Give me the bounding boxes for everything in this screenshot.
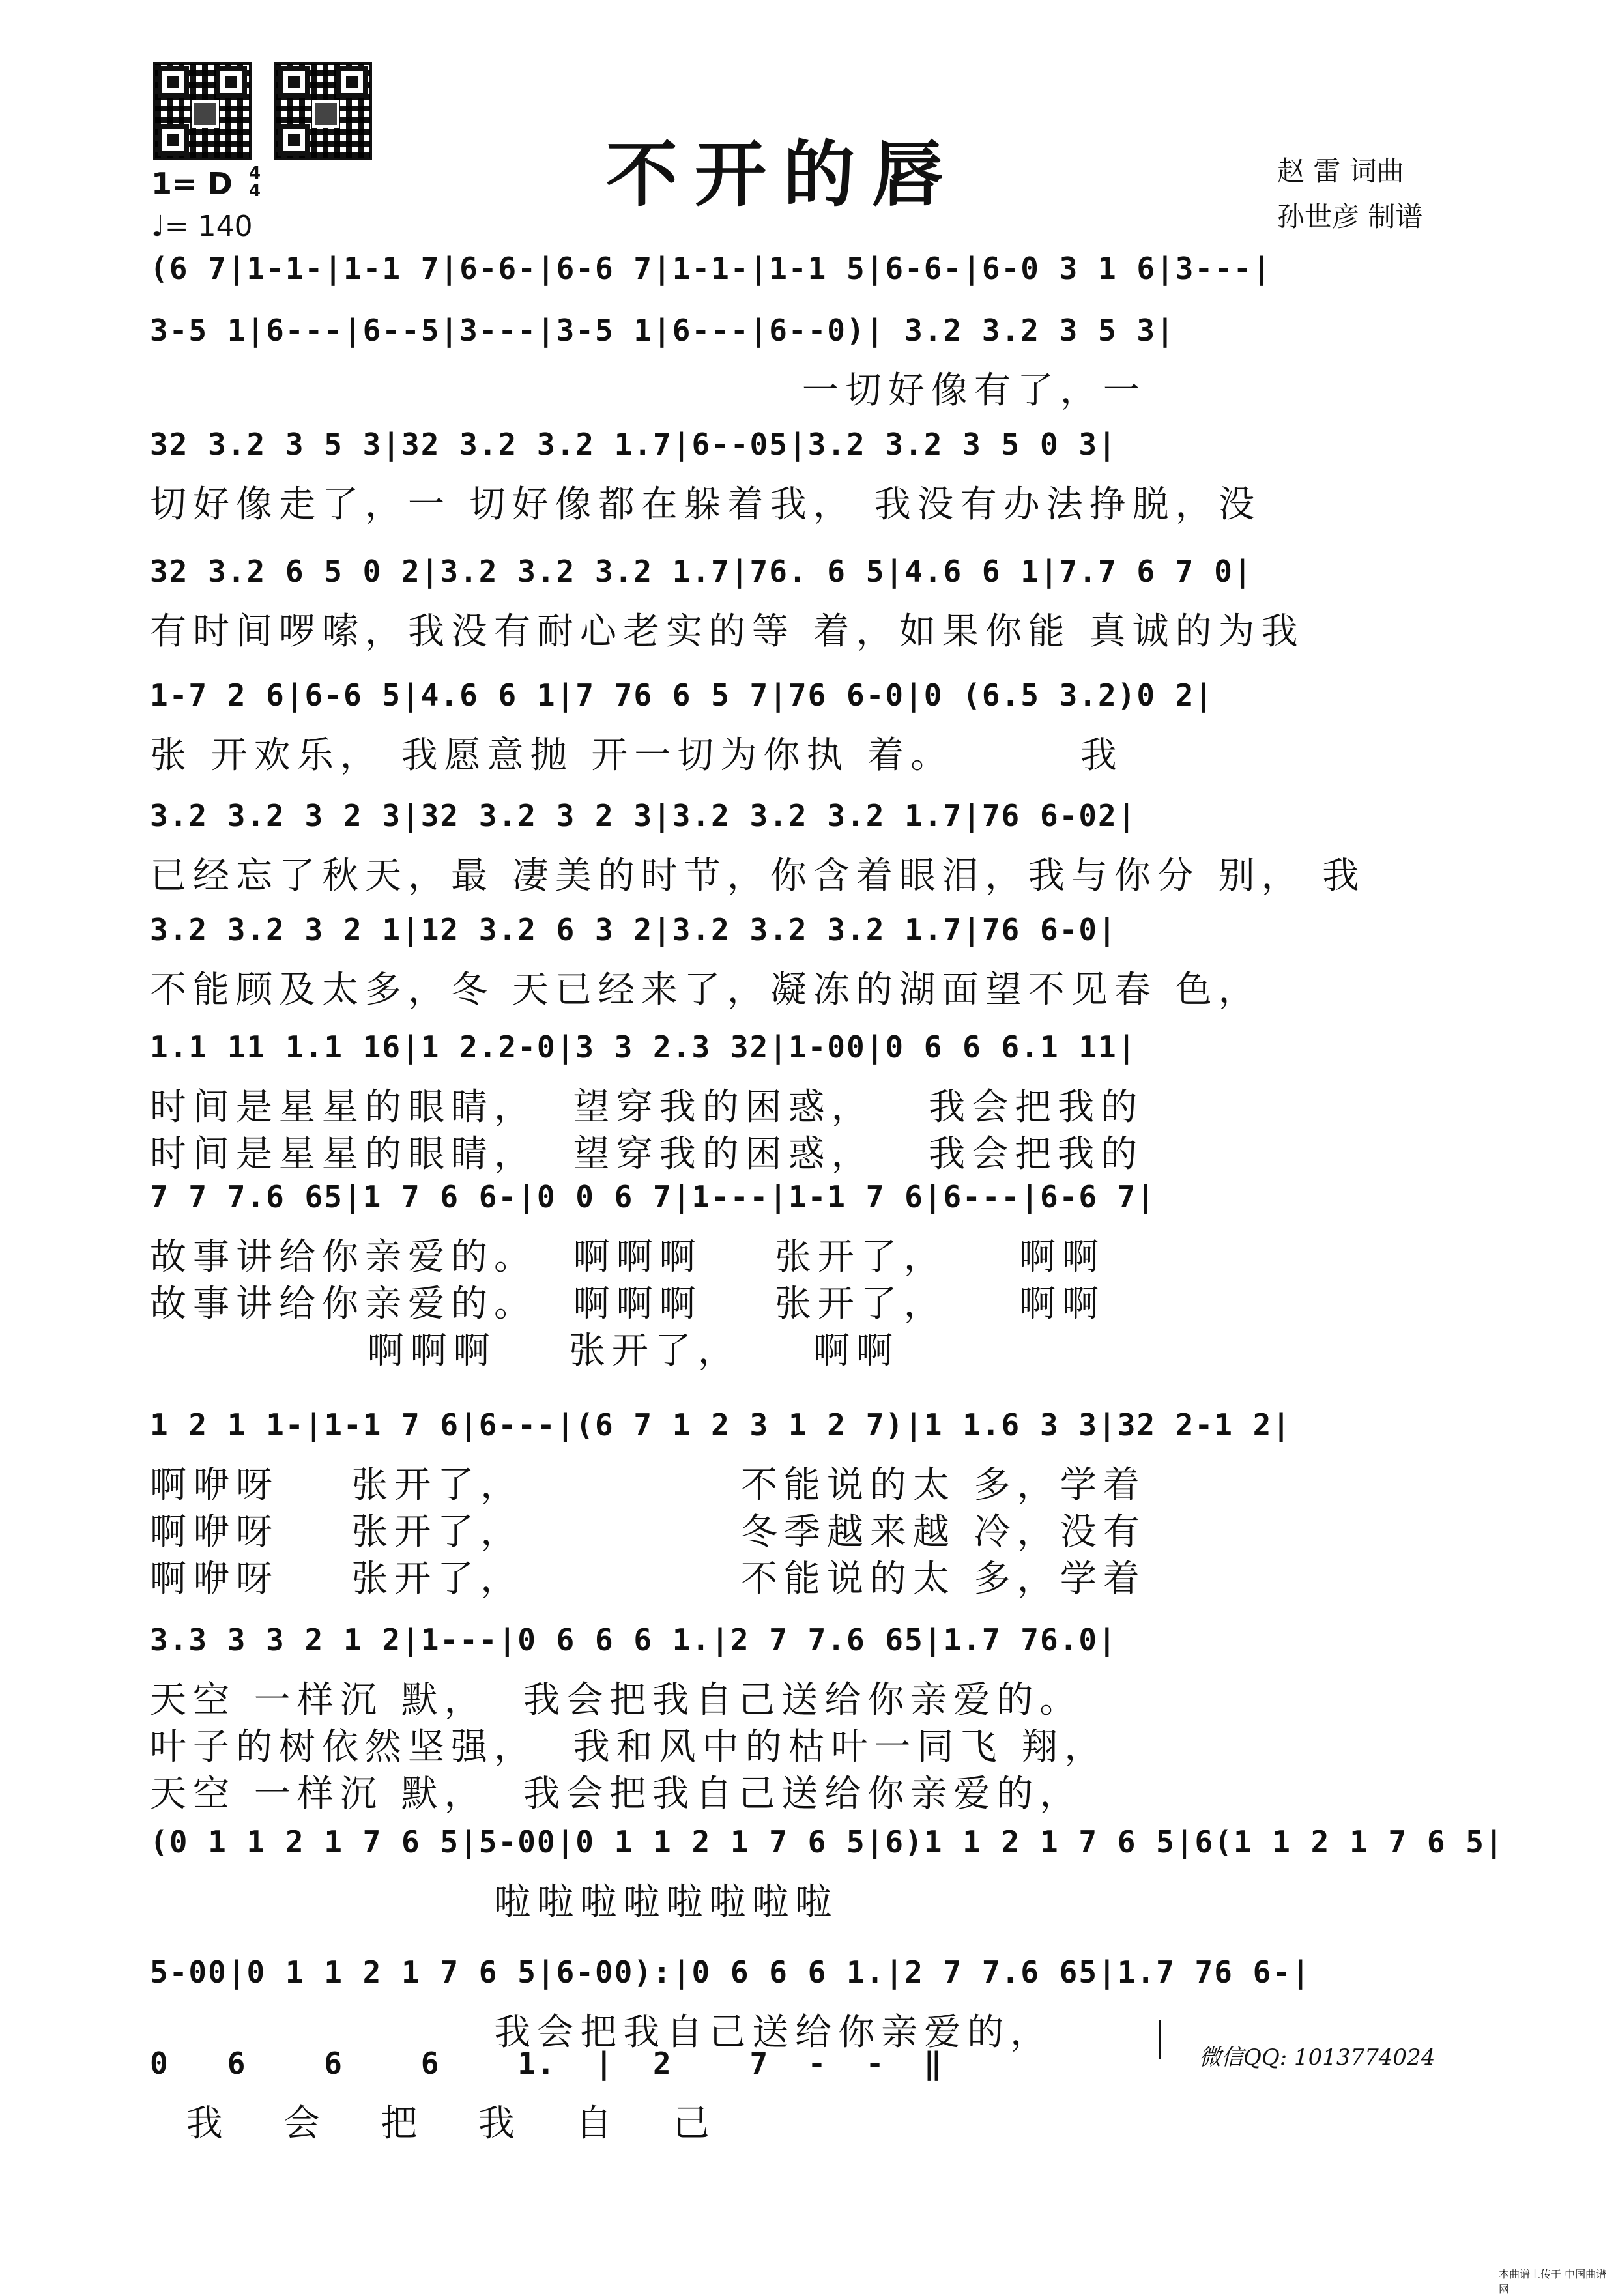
lyric-line: 故事讲给你亲爱的。 啊啊啊 张开了， 啊啊 bbox=[150, 1283, 1106, 1325]
song-title: 不开的唇 bbox=[606, 132, 960, 216]
credit-lyricist-composer: 赵 雷 词曲 bbox=[1277, 155, 1404, 187]
notation-line: 3.2 3.2 3 2 3|32 3.2 3 2 3|3.2 3.2 3.2 1.7|76 6-02| bbox=[150, 798, 1137, 833]
lyric-line: 啊咿呀 张开了， 不能说的太 多，学着 bbox=[150, 1558, 1146, 1600]
lyric-line: 切好像走了，一 切好像都在躲着我， 我没有办法挣脱，没 bbox=[150, 483, 1262, 526]
credit-arranger: 孙世彦 制谱 bbox=[1277, 201, 1423, 233]
tempo-marking: ♩= 140 bbox=[151, 210, 253, 243]
lyric-line: 时间是星星的眼睛， 望穿我的困惑， 我会把我的 bbox=[150, 1133, 1144, 1175]
lyric-line: 啦啦啦啦啦啦啦啦 bbox=[150, 1881, 839, 1923]
qr-code-right bbox=[274, 62, 372, 160]
lyric-line: 啊啊啊 张开了， 啊啊 bbox=[150, 1330, 900, 1372]
notation-line: 0 6 6 6 1. | 2 7 - - ‖ bbox=[150, 2046, 944, 2081]
lyric-line: 啊咿呀 张开了， 不能说的太 多，学着 bbox=[150, 1464, 1146, 1506]
notation-line: (6 7|1-1-|1-1 7|6-6-|6-6 7|1-1-|1-1 5|6-6-|6-0 3 1 6|3---| bbox=[150, 251, 1273, 286]
notation-line: 1.1 11 1.1 16|1 2.2-0|3 3 2.3 32|1-00|0 6 6 6.1 11| bbox=[150, 1029, 1137, 1065]
notation-line: 5-00|0 1 1 2 1 7 6 5|6-00):|0 6 6 6 1.|2 7 7.6 65|1.7 76 6-| bbox=[150, 1955, 1311, 1990]
lyric-line: 不能顾及太多，冬 天已经来了，凝冻的湖面望不见春 色， bbox=[150, 969, 1262, 1011]
lyric-line: 我 会 把 我 自 己 bbox=[150, 2102, 716, 2145]
lyric-line: 时间是星星的眼睛， 望穿我的困惑， 我会把我的 bbox=[150, 1086, 1144, 1128]
qr-code-left bbox=[153, 62, 252, 160]
wechat-qq-contact: 微信QQ: 1013774024 bbox=[1199, 2045, 1436, 2071]
notation-line: 1-7 2 6|6-6 5|4.6 6 1|7 76 6 5 7|76 6-0|0 (6.5 3.2)0 2| bbox=[150, 678, 1215, 713]
notation-line: 7 7 7.6 65|1 7 6 6-|0 0 6 7|1---|1-1 7 6|6---|6-6 7| bbox=[150, 1179, 1157, 1214]
lyric-line: 啊咿呀 张开了， 冬季越来越 冷，没有 bbox=[150, 1511, 1146, 1553]
notation-line: 32 3.2 3 5 3|32 3.2 3.2 1.7|6--05|3.2 3.2 3 5 0 3| bbox=[150, 427, 1118, 462]
time-signature: 4 4 bbox=[249, 164, 261, 201]
notation-line: 3-5 1|6---|6--5|3---|3-5 1|6---|6--0)| 3.2 3.2 3 5 3| bbox=[150, 313, 1176, 348]
lyric-line: 叶子的树依然坚强， 我和风中的枯叶一同飞 翔， bbox=[150, 1726, 1108, 1768]
lyric-line: 天空 一样沉 默， 我会把我自己送给你亲爱的， bbox=[150, 1773, 1083, 1815]
lyric-line: 天空 一样沉 默， 我会把我自己送给你亲爱的。 bbox=[150, 1679, 1083, 1721]
notation-line: 3.2 3.2 3 2 1|12 3.2 6 3 2|3.2 3.2 3.2 1.7|76 6-0| bbox=[150, 912, 1118, 947]
footer-credit: 本曲谱上传于 中国曲谱网 bbox=[1499, 2268, 1607, 2295]
notation-line: 32 3.2 6 5 0 2|3.2 3.2 3.2 1.7|76. 6 5|4.6 6 1|7.7 6 7 0| bbox=[150, 554, 1253, 589]
lyric-line: 一切好像有了，一 bbox=[150, 369, 1146, 412]
lyric-line: 有时间啰嗦，我没有耐心老实的等 着，如果你能 真诚的为我 bbox=[150, 610, 1305, 653]
notation-line: 3.3 3 3 2 1 2|1---|0 6 6 6 1.|2 7 7.6 65|1.7 76.0| bbox=[150, 1622, 1118, 1657]
notation-line: (0 1 1 2 1 7 6 5|5-00|0 1 1 2 1 7 6 5|6)1 1 2 1 7 6 5|6(1 1 2 1 7 6 5| bbox=[150, 1824, 1505, 1859]
lyric-line: 已经忘了秋天，最 凄美的时节，你含着眼泪，我与你分 别， 我 bbox=[150, 855, 1366, 897]
key-signature: 1= D bbox=[151, 166, 233, 201]
lyric-line: 张 开欢乐， 我愿意抛 开一切为你执 着。 我 bbox=[150, 734, 1123, 777]
lyric-line: 我会把我自己送给你亲爱的， bbox=[150, 2011, 1054, 2054]
notation-line: 1 2 1 1-|1-1 7 6|6---|(6 7 1 2 3 1 2 7)|1 1.6 3 3|32 2-1 2| bbox=[150, 1407, 1291, 1442]
final-barline bbox=[1159, 2020, 1161, 2059]
lyric-line: 故事讲给你亲爱的。 啊啊啊 张开了， 啊啊 bbox=[150, 1236, 1106, 1278]
